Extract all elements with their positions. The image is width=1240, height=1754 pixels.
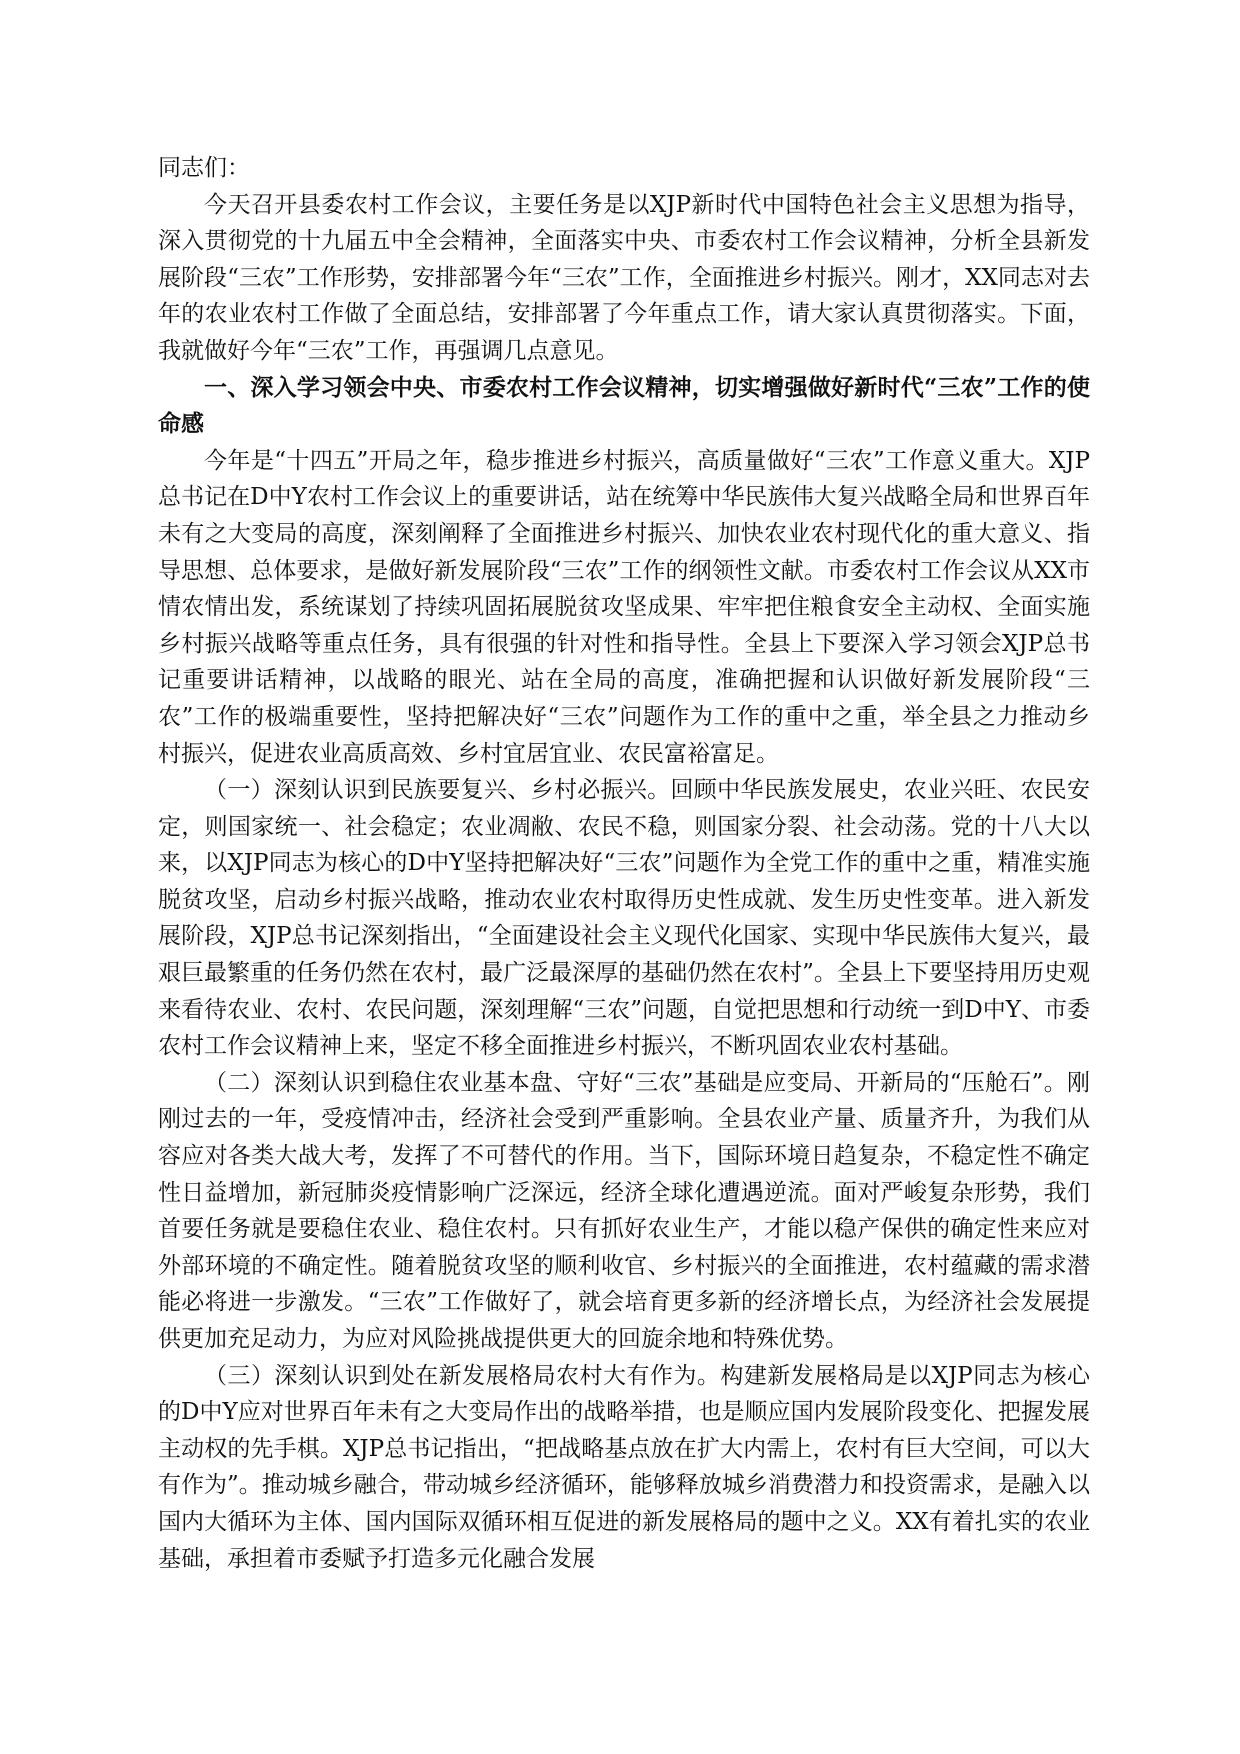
intro-paragraph: 今天召开县委农村工作会议，主要任务是以XJP新时代中国特色社会主义思想为指导，深入贯彻党的十九届五中全会精神，全面落实中央、市委农村工作会议精神，分析全县新发展阶段“三农”工作形势，安排部署今年“三农”工作，全面推进乡村振兴。刚才，XX同志对去年的农业农村工作做了全面总结，安排部署了今年重点工作，请大家认真贯彻落实。下面，我就做好今年“三农”工作，再强调几点意见。 bbox=[158, 191, 1090, 364]
body-paragraph: 今年是“十四五”开局之年，稳步推进乡村振兴，高质量做好“三农”工作意义重大。XJP总书记在D中Y农村工作会议上的重要讲话，站在统筹中华民族伟大复兴战略全局和世界百年未有之大变局的高度，深刻阐释了全面推进乡村振兴、加快农业农村现代化的重大意义、指导思想、总体要求，是做好新发展阶段“三农”工作的纲领性文献。市委农村工作会议从XX市情农情出发，系统谋划了持续巩固拓展脱贫攻坚成果、牢牢把住粮食安全主动权、全面实施乡村振兴战略等重点任务，具有很强的针对性和指导性。全县上下要深入学习领会XJP总书记重要讲话精神，以战略的眼光、站在全局的高度，准确把握和认识做好新发展阶段“三农”工作的极端重要性，坚持把解决好“三农”问题作为工作的重中之重，举全县之力推动乡村振兴，促进农业高质高效、乡村宜居宜业、农民富裕富足。 bbox=[158, 447, 1090, 767]
section-heading: 一、深入学习领会中央、市委农村工作会议精神，切实增强做好新时代“三农”工作的使命感 bbox=[158, 373, 1090, 438]
subsection-paragraph-2: （二）深刻认识到稳住农业基本盘、守好“三农”基础是应变局、开新局的“压舱石”。刚刚过去的一年，受疫情冲击，经济社会受到严重影响。全县农业产量、质量齐升，为我们从容应对各类大战大考，发挥了不可替代的作用。当下，国际环境日趋复杂，不稳定性不确定性日益增加，新冠肺炎疫情影响广泛深远，经济全球化遭遇逆流。面对严峻复杂形势，我们首要任务就是要稳住农业、稳住农村。只有抓好农业生产，才能以稳产保供的确定性来应对外部环境的不确定性。随着脱贫攻坚的顺利收官、乡村振兴的全面推进，农村蕴藏的需求潜能必将进一步激发。“三农”工作做好了，就会培育更多新的经济增长点，为经济社会发展提供更加充足动力，为应对风险挑战提供更大的回旋余地和特殊优势。 bbox=[158, 1069, 1090, 1352]
document-page bbox=[158, 150, 1090, 1577]
salutation: 同志们： bbox=[158, 155, 250, 181]
subsection-paragraph-3: （三）深刻认识到处在新发展格局农村大有作为。构建新发展格局是以XJP同志为核心的D中Y应对世界百年未有之大变局作出的战略举措，也是顺应国内发展阶段变化、把握发展主动权的先手棋。XJP总书记指出，“把战略基点放在扩大内需上，农村有巨大空间，可以大有作为”。推动城乡融合，带动城乡经济循环，能够释放城乡消费潜力和投资需求，是融入以国内大循环为主体、国内国际双循环相互促进的新发展格局的题中之义。XX有着扎实的农业基础，承担着市委赋予打造多元化融合发展 bbox=[158, 1362, 1090, 1572]
subsection-paragraph-1: （一）深刻认识到民族要复兴、乡村必振兴。回顾中华民族发展史，农业兴旺、农民安定，则国家统一、社会稳定；农业凋敝、农民不稳，则国家分裂、社会动荡。党的十八大以来，以XJP同志为核心的D中Y坚持把解决好“三农”问题作为全党工作的重中之重，精准实施脱贫攻坚，启动乡村振兴战略，推动农业农村取得历史性成就、发生历史性变革。进入新发展阶段，XJP总书记深刻指出，“全面建设社会主义现代化国家、实现中华民族伟大复兴，最艰巨最繁重的任务仍然在农村，最广泛最深厚的基础仍然在农村”。全县上下要坚持用历史观来看待农业、农村、农民问题，深刻理解“三农”问题，自觉把思想和行动统一到D中Y、市委农村工作会议精神上来，坚定不移全面推进乡村振兴，不断巩固农业农村基础。 bbox=[158, 777, 1090, 1060]
